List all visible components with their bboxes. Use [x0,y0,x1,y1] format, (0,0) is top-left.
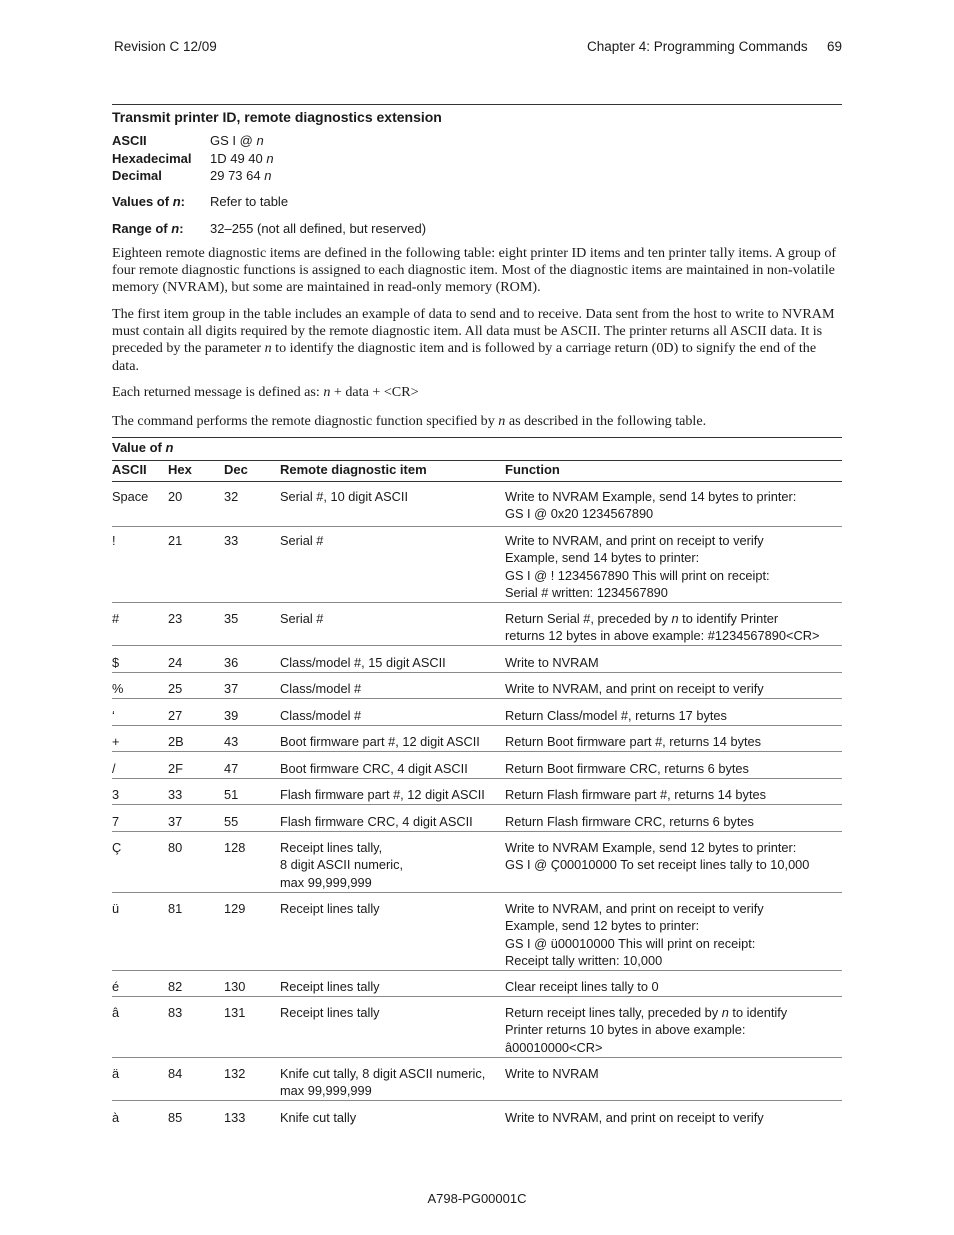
cell-ascii: Ç [112,840,122,855]
cell-function-line: Write to NVRAM, and print on receipt to verify [505,681,764,696]
cell-function-line: GS I @ 0x20 1234567890 [505,506,654,522]
cell-function-line: Return Boot firmware CRC, returns 6 bytes [505,761,749,776]
cell-item-line: Receipt lines tally [280,979,380,994]
p4-start: The command performs the remote diagnostic function specified by [112,413,499,429]
cell-dec: 130 [224,979,246,994]
cell-hex: 81 [168,901,183,916]
table-top-rule [112,437,842,438]
cell-item-line: Boot firmware part #, 12 digit ASCII [280,734,480,749]
table-row-rule [112,645,842,646]
section-title: Transmit printer ID, remote diagnostics extension [112,109,442,125]
cell-hex: 83 [168,1005,183,1020]
revision-label: Revision C 12/09 [114,39,217,54]
table-row-rule [112,1057,842,1058]
table-row-rule [112,996,842,997]
cell-function [505,786,766,803]
cell-function-line: Write to NVRAM Example, send 14 bytes to printer: [505,489,797,504]
col-header-hex: Hex [168,462,192,477]
command-encodings [112,132,512,192]
cell-function-line: Write to NVRAM Example, send 12 bytes to printer: [505,840,797,855]
cell-function [505,1109,764,1126]
p4-end: as described in the following table. [505,413,707,429]
cell-item-line: Class/model # [280,708,362,723]
cell-function-line: Write to NVRAM [505,655,599,670]
p3-end: + data + <CR> [330,384,419,400]
table-row-rule [112,892,842,893]
table-row-rule [112,970,842,971]
cell-ascii: é [112,979,120,994]
cell-hex: 84 [168,1066,183,1081]
cell-dec: 55 [224,814,239,829]
chapter-title: Chapter 4: Programming Commands [587,39,808,54]
cell-dec: 33 [224,533,239,548]
values-label-text: Values of [112,194,173,209]
n-var: n [323,384,331,400]
cell-item-line: Serial # [280,611,324,626]
cell-hex: 23 [168,611,183,626]
paragraph-command-summary [112,413,842,430]
n-var: n [264,168,272,183]
cell-item-line: Serial #, 10 digit ASCII [280,489,409,504]
cell-function-line: â00010000<CR> [505,1039,603,1055]
cell-ascii: ‘ [112,708,115,723]
cell-ascii: # [112,611,120,626]
cell-function-line: GS I @ ! 1234567890 This will print on receipt: [505,567,770,583]
cell-function-line: Serial # written: 1234567890 [505,585,668,601]
cell-function [505,680,764,697]
p2-start: The first item group in the table includes an example of data to send and to receive. Data sent from the host to write to NVRAM must contain all digits required by the remote diagnostic item. All data must be ASCII. The printer returns all ASCII data. It is preceded by the parameter [112,306,835,357]
paragraph-intro: Eighteen remote diagnostic items are defined in the following table: eight printer ID items and ten printer tally items. A group of four remote diagnostic functions is assigned to each diagnostic item. Most of the diagnostic items are maintained in non-volatile memory (NVRAM), but some are maintained in read-only memory (ROM). [112,245,837,296]
cell-function [505,839,809,874]
col-header-ascii: ASCII [112,462,147,477]
cell-function-line: GS I @ Ç00010000 To set receipt lines tally to 10,000 [505,857,810,873]
dec-value [210,167,271,185]
values-label: Values of n: [112,194,185,209]
cell-hex: 80 [168,840,183,855]
cell-function-line: Return Flash firmware CRC, returns 6 bytes [505,814,754,829]
cell-function [505,760,749,777]
cell-function-line: Return Class/model #, returns 17 bytes [505,708,727,723]
cell-function-line: Write to NVRAM [505,1066,599,1081]
cell-function-line: Write to NVRAM, and print on receipt to verify [505,533,764,548]
cell-item [280,488,408,505]
col-header-dec: Dec [224,462,248,477]
cell-item-line: Class/model # [280,681,362,696]
p2-end: to identify the diagnostic item and is followed by a carriage return (0D) to signify the end of the data. [112,340,817,374]
cell-function [505,488,796,523]
cell-ascii: à [112,1110,120,1125]
cell-dec: 129 [224,901,246,916]
cell-item [280,900,380,917]
cell-ascii: / [112,761,116,776]
range-label: Range of n: [112,221,184,236]
cell-item [280,707,361,724]
cell-dec: 51 [224,787,239,802]
table-row-rule [112,1100,842,1101]
cell-hex: 2B [168,734,184,749]
cell-item-line: Receipt lines tally [280,901,380,916]
cell-item [280,839,403,891]
dec-label: Decimal [112,168,162,183]
hex-code: 1D 49 40 [210,150,267,166]
cell-dec: 39 [224,708,239,723]
cell-dec: 47 [224,761,239,776]
cell-ascii: Space [112,489,149,504]
col-header-function: Function [505,462,560,477]
n-var: n [256,133,264,148]
cell-function-line: Example, send 12 bytes to printer: [505,918,700,934]
dec-code: 29 73 64 [210,168,265,183]
cell-hex: 2F [168,761,183,776]
cell-item [280,1004,380,1021]
table-caption-text: Value of [112,440,166,455]
cell-hex: 85 [168,1110,183,1125]
n-var: n [171,221,180,236]
table-row-rule [112,526,842,527]
cell-function [505,1065,599,1082]
n-var: n [165,440,174,455]
cell-item-line: Receipt lines tally [280,1005,380,1020]
cell-dec: 35 [224,611,239,626]
cell-ascii: ! [112,533,116,548]
table-row-rule [112,725,842,726]
cell-hex: 37 [168,814,183,829]
cell-item [280,610,323,627]
range-value: 32–255 (not all defined, but reserved) [210,221,427,236]
cell-function [505,532,770,602]
cell-dec: 32 [224,489,239,504]
cell-item [280,978,380,995]
cell-hex: 20 [168,489,183,504]
table-row-rule [112,804,842,805]
n-var: n [172,194,181,209]
cell-item-line: Knife cut tally, 8 digit ASCII numeric, [280,1066,486,1081]
cell-ascii: 7 [112,814,120,829]
cell-item [280,1109,356,1126]
table-row-rule [112,602,842,603]
page-number: 69 [827,39,843,54]
table-caption-rule [112,460,842,461]
cell-function-line: Write to NVRAM, and print on receipt to verify [505,1110,764,1125]
col-header-item: Remote diagnostic item [280,462,427,477]
values-of-n [112,193,512,213]
cell-function [505,1004,787,1056]
cell-dec: 43 [224,734,239,749]
cell-function [505,900,764,970]
document-id: A798-PG00001C [427,1191,527,1206]
hex-label: Hexadecimal [112,150,192,166]
cell-dec: 36 [224,655,239,670]
range-of-n [112,220,512,240]
cell-item [280,813,473,830]
paragraph-message-format [112,384,842,401]
table-row-rule [112,698,842,699]
ascii-code: GS I @ [210,133,257,148]
range-label-text: Range of [112,221,172,236]
cell-function [505,707,727,724]
cell-item-line: 8 digit ASCII numeric, [280,857,404,873]
cell-ascii: % [112,681,124,696]
n-var: n [264,340,272,357]
cell-item-line: Boot firmware CRC, 4 digit ASCII [280,761,468,776]
cell-item-line: Receipt lines tally, [280,840,383,855]
paragraph-data-format [112,306,842,375]
hex-value [210,150,274,168]
cell-hex: 27 [168,708,183,723]
cell-function-line: GS I @ ü00010000 This will print on receipt: [505,935,756,951]
cell-dec: 37 [224,681,239,696]
cell-item-line: Flash firmware CRC, 4 digit ASCII [280,814,473,829]
cell-item-line: max 99,999,999 [280,1083,372,1099]
cell-ascii: ü [112,901,120,916]
cell-hex: 21 [168,533,183,548]
cell-item-line: Knife cut tally [280,1110,357,1125]
cell-function-line: Receipt tally written: 10,000 [505,953,663,969]
cell-function-line: Write to NVRAM, and print on receipt to verify [505,901,764,916]
n-var: n [498,413,506,429]
cell-function-line: returns 12 bytes in above example: #1234567890<CR> [505,628,820,644]
cell-function-line: Return Boot firmware part #, returns 14 bytes [505,734,762,749]
table-row-rule [112,831,842,832]
p3-start: Each returned message is defined as: [112,384,324,400]
cell-hex: 82 [168,979,183,994]
table-caption [112,440,173,455]
cell-ascii: + [112,734,120,749]
cell-function [505,733,761,750]
cell-item [280,532,323,549]
cell-ascii: $ [112,655,120,670]
cell-ascii: ä [112,1066,120,1081]
cell-function [505,610,819,645]
n-var: n [266,150,274,166]
cell-hex: 24 [168,655,183,670]
cell-dec: 133 [224,1110,246,1125]
cell-function-line: Return Serial #, preceded by n to identify Printer [505,611,779,626]
cell-item [280,733,480,750]
table-row-rule [112,672,842,673]
values-value: Refer to table [210,194,289,209]
cell-function [505,654,599,671]
section-top-rule [112,104,842,105]
table-row-rule [112,751,842,752]
cell-item-line: max 99,999,999 [280,874,372,890]
cell-item [280,680,361,697]
cell-item-line: Serial # [280,533,324,548]
cell-ascii: 3 [112,787,120,802]
cell-item [280,654,446,671]
cell-function-line: Printer returns 10 bytes in above example: [505,1022,746,1038]
cell-function [505,813,754,830]
cell-hex: 25 [168,681,183,696]
cell-dec: 128 [224,840,246,855]
cell-ascii: â [112,1005,120,1020]
table-header-rule [112,481,842,482]
cell-item-line: Flash firmware part #, 12 digit ASCII [280,787,485,802]
ascii-value [210,132,264,150]
table-row-rule [112,778,842,779]
cell-item [280,760,468,777]
cell-item-line: Class/model #, 15 digit ASCII [280,655,446,670]
ascii-label: ASCII [112,133,147,148]
cell-function-line: Clear receipt lines tally to 0 [505,979,659,994]
cell-function-line: Example, send 14 bytes to printer: [505,550,700,566]
cell-function [505,978,659,995]
cell-dec: 132 [224,1066,246,1081]
cell-item [280,1065,485,1100]
cell-function-line: Return receipt lines tally, preceded by n to identify [505,1005,788,1020]
cell-dec: 131 [224,1005,246,1020]
cell-item [280,786,485,803]
cell-hex: 33 [168,787,183,802]
cell-function-line: Return Flash firmware part #, returns 14 bytes [505,787,767,802]
